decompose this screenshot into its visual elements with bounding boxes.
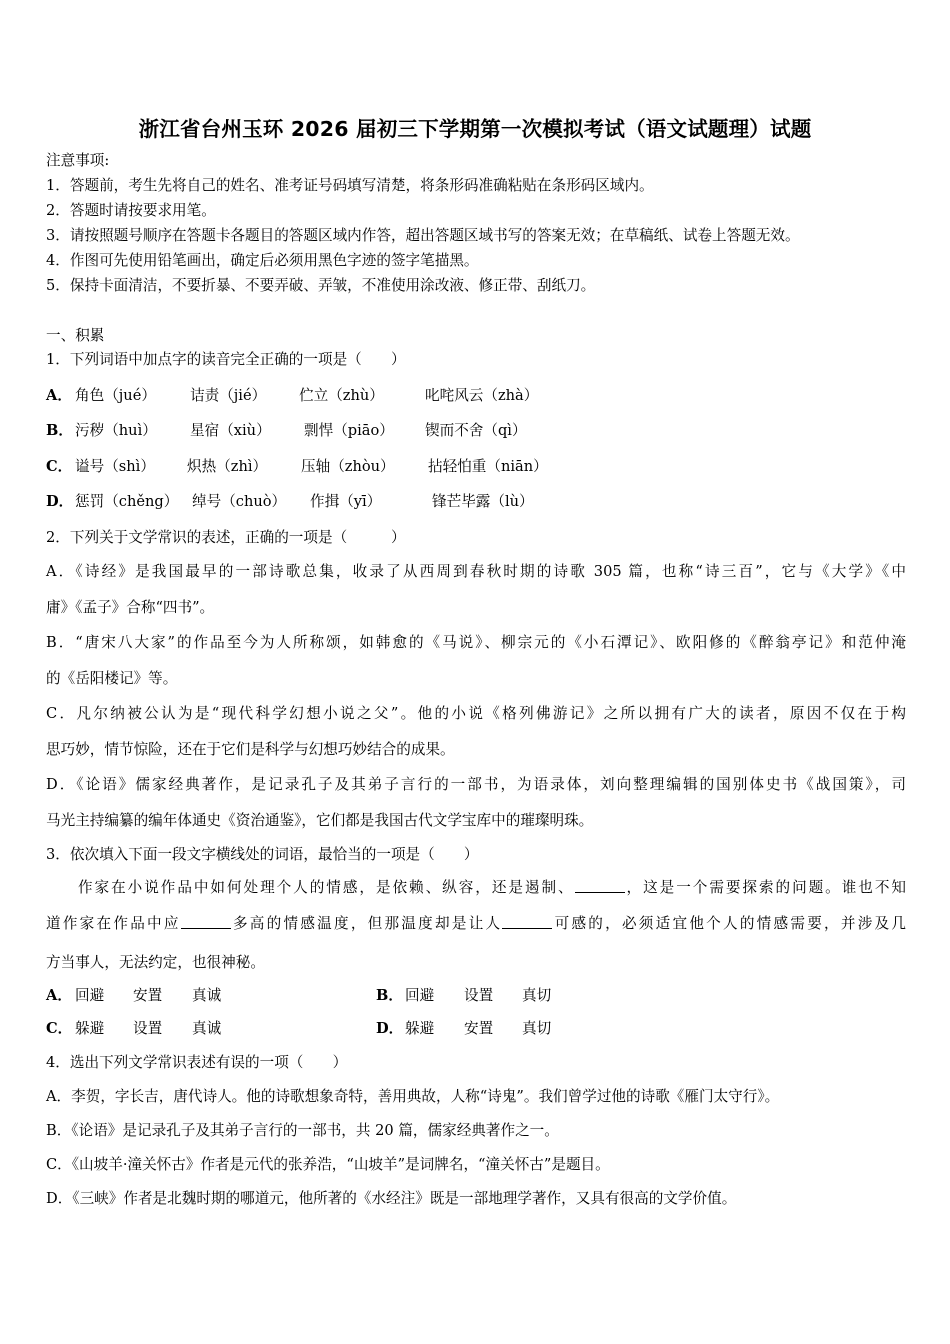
question-stem: 3．依次填入下面一段文字横线处的词语，最恰当的一项是（ ） [46,846,479,863]
option-item: 星宿（xiù） [190,422,271,439]
passage-line [78,878,906,898]
option-word: 设置 [464,987,494,1004]
option-word: 真诚 [192,1020,222,1037]
section-heading: 一、积累 [46,327,105,344]
option-word: 回避 [405,987,435,1004]
passage-text: 作家在小说作品中如何处理个人的情感，是依赖、纵容，还是遏制、 [78,879,575,896]
option-label: A． [46,387,72,404]
option-text: A．李贺，字长吉，唐代诗人。他的诗歌想象奇特，善用典故，人称“诗鬼”。我们曾学过他的诗歌《雁门太守行》。 [46,1088,780,1105]
question-stem: 1．下列词语中加点字的读音完全正确的一项是（ ） [46,351,406,368]
option-item: 锋芒毕露（lù） [432,493,534,510]
fill-blank [502,914,552,929]
option-item: 作揖（yī） [310,493,382,510]
question-stem: 4．选出下列文学常识表述有误的一项（ ） [46,1054,348,1071]
option-word: 真诚 [192,987,222,1004]
option-word: 回避 [75,987,105,1004]
option-text: D．《三峡》作者是北魏时期的哪道元，他所著的《水经注》既是一部地理学著作，又具有很高的文学价值。 [46,1190,737,1207]
passage-text: 可感的，必须适宜他个人的情感需要，并涉及几 [552,915,906,932]
option-label: B． [376,987,403,1004]
notice-heading: 注意事项: [46,152,110,169]
option-label: A． [46,987,72,1004]
option-text: 马光主持编纂的编年体通史《资治通鉴》，它们都是我国古代文学宝库中的璀璨明珠。 [46,812,594,829]
option-item: 角色（jué） [75,387,156,404]
option-item: 拈轻怕重（niān） [428,458,548,475]
notice-item: 4．作图可先使用铅笔画出，确定后必须用黑色字迹的签字笔描黑。 [46,252,479,269]
option-text: 庸》《孟子》合称“四书”。 [46,599,215,616]
option-label: C． [46,458,73,475]
option-label: B． [46,422,73,439]
option-text: A．《诗经》是我国最早的一部诗歌总集，收录了从西周到春秋时期的诗歌 305 篇，也称“诗三百”，它与《大学》《中 [46,563,906,580]
notice-item: 2．答题时请按要求用笔。 [46,202,216,219]
option-word: 躲避 [75,1020,105,1037]
option-item: 伫立（zhù） [299,387,384,404]
option-text: C．《山坡羊·潼关怀古》作者是元代的张养浩，“山坡羊”是词牌名，“潼关怀古”是题目。 [46,1156,610,1173]
passage-text: 多高的情感温度，但那温度却是让人 [230,915,503,932]
option-item: 叱咤风云（zhà） [425,387,539,404]
option-item: 压轴（zhòu） [301,458,395,475]
fill-blank [575,878,625,893]
notice-item: 1．答题前，考生先将自己的姓名、准考证号码填写清楚，将条形码准确粘贴在条形码区域内。 [46,177,654,194]
page-title: 浙江省台州玉环 2026 届初三下学期第一次模拟考试（语文试题理）试题 [138,117,812,141]
option-word: 躲避 [405,1020,435,1037]
passage-line [46,914,906,934]
passage-line: 方当事人，无法约定，也很神秘。 [46,954,265,971]
option-item: 污秽（huì） [75,422,157,439]
notice-item: 3．请按照题号顺序在答题卡各题目的答题区域内作答，超出答题区域书写的答案无效；在草稿纸、试卷上答题无效。 [46,227,800,244]
option-item: 炽热（zhì） [187,458,268,475]
option-text: B．《论语》是记录孔子及其弟子言行的一部书，共 20 篇，儒家经典著作之一。 [46,1122,559,1139]
notice-item: 5．保持卡面清洁，不要折暴、不要弄破、弄皱，不准使用涂改液、修正带、刮纸刀。 [46,277,596,294]
question-stem: 2．下列关于文学常识的表述，正确的一项是（ ） [46,529,406,546]
option-text: D．《论语》儒家经典著作，是记录孔子及其弟子言行的一部书，为语录体，刘向整理编辑的国别体史书《战国策》，司 [46,776,906,793]
option-text: C．凡尔纳被公认为是“现代科学幻想小说之父”。他的小说《格列佛游记》之所以拥有广大的读者，原因不仅在于构 [46,705,906,722]
option-item: 剽悍（piāo） [304,422,394,439]
option-item: 锲而不舍（qì） [425,422,527,439]
option-item: 惩罚（chěng） [75,493,179,510]
passage-text: ，这是一个需要探索的问题。谁也不知 [624,879,906,896]
passage-text: 道作家在作品中应 [46,915,181,932]
option-label: C． [46,1020,73,1037]
option-word: 安置 [464,1020,494,1037]
option-text: 的《岳阳楼记》等。 [46,670,178,687]
option-item: 诘责（jié） [190,387,267,404]
option-text: B．“唐宋八大家”的作品至今为人所称颂，如韩愈的《马说》、柳宗元的《小石潭记》、欧阳修的《醉翁亭记》和范仲淹 [46,634,906,651]
option-word: 真切 [522,987,552,1004]
option-word: 设置 [133,1020,163,1037]
option-label: D． [376,1020,404,1037]
option-word: 安置 [133,987,163,1004]
option-item: 绰号（chuò） [192,493,287,510]
fill-blank [181,914,231,929]
option-label: D． [46,493,74,510]
option-item: 谥号（shì） [75,458,155,475]
option-text: 思巧妙，情节惊险，还在于它们是科学与幻想巧妙结合的成果。 [46,741,455,758]
option-word: 真切 [522,1020,552,1037]
